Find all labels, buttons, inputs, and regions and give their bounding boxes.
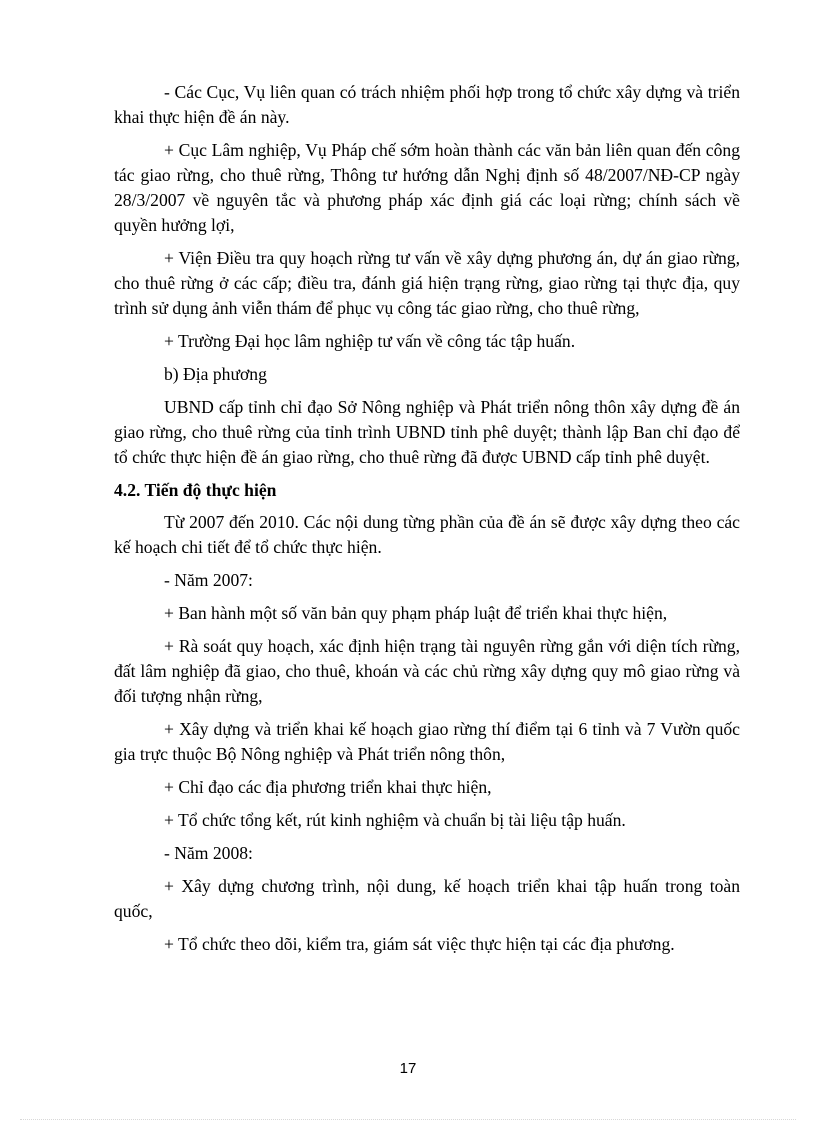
paragraph-forest-inventory-institute: + Viện Điều tra quy hoạch rừng tư vấn về xây dựng phương án, dự án giao rừng, cho thuê rừng ở các cấp; điều tra, đánh giá hiện trạng rừng, giao rừng tại thực địa, quy trình sử dụng ảnh viễn thám để phục vụ công tác giao rừng, cho thuê rừng, <box>114 248 740 318</box>
task-issue-regulations: + Ban hành một số văn bản quy phạm pháp luật để triển khai thực hiện, <box>164 603 668 623</box>
task-monitoring: + Tổ chức theo dõi, kiểm tra, giám sát việc thực hiện tại các địa phương. <box>164 934 675 954</box>
year-label-2007: - Năm 2007: <box>164 570 253 590</box>
subheading-localities: b) Địa phương <box>164 364 267 384</box>
document-page <box>114 80 740 965</box>
year-label-2008: - Năm 2008: <box>164 843 253 863</box>
task-training-program: + Xây dựng chương trình, nội dung, kế hoạch triển khai tập huấn trong toàn quốc, <box>114 876 740 921</box>
page-number: 17 <box>399 1060 417 1077</box>
task-direct-localities: + Chỉ đạo các địa phương triển khai thực hiện, <box>164 777 492 797</box>
paragraph-timeline-intro: Từ 2007 đến 2010. Các nội dung từng phần của đề án sẽ được xây dựng theo các kế hoạch chi tiết để tổ chức thực hiện. <box>114 512 740 557</box>
paragraph-forestry-department: + Cục Lâm nghiệp, Vụ Pháp chế sớm hoàn thành các văn bản liên quan đến công tác giao rừng, cho thuê rừng, Thông tư hướng dẫn Nghị định số 48/2007/NĐ-CP ngày 28/3/2007 về nguyên tắc và phương pháp xác định giá các loại rừng; chính sách về quyền hưởng lợi, <box>114 140 740 235</box>
paragraph-provincial-committee: UBND cấp tỉnh chỉ đạo Sở Nông nghiệp và Phát triển nông thôn xây dựng đề án giao rừng, cho thuê rừng của tỉnh trình UBND tỉnh phê duyệt; thành lập Ban chỉ đạo để tổ chức thực hiện đề án giao rừng, cho thuê rừng đã được UBND cấp tỉnh phê duyệt. <box>114 397 740 467</box>
page-bottom-border <box>20 1119 796 1120</box>
task-summarize-experience: + Tổ chức tổng kết, rút kinh nghiệm và chuẩn bị tài liệu tập huấn. <box>164 810 626 830</box>
task-pilot-allocation: + Xây dựng và triển khai kế hoạch giao rừng thí điểm tại 6 tỉnh và 7 Vườn quốc gia trực thuộc Bộ Nông nghiệp và Phát triển nông thôn, <box>114 719 740 764</box>
paragraph-related-departments: - Các Cục, Vụ liên quan có trách nhiệm phối hợp trong tổ chức xây dựng và triển khai thực hiện đề án này. <box>114 82 740 127</box>
section-heading: 4.2. Tiến độ thực hiện <box>114 480 277 500</box>
paragraph-forestry-university: + Trường Đại học lâm nghiệp tư vấn về công tác tập huấn. <box>164 331 576 351</box>
task-review-planning: + Rà soát quy hoạch, xác định hiện trạng tài nguyên rừng gắn với diện tích rừng, đất lâm nghiệp đã giao, cho thuê, khoán và các chủ rừng xây dựng quy mô giao rừng và đối tượng nhận rừng, <box>114 636 740 706</box>
